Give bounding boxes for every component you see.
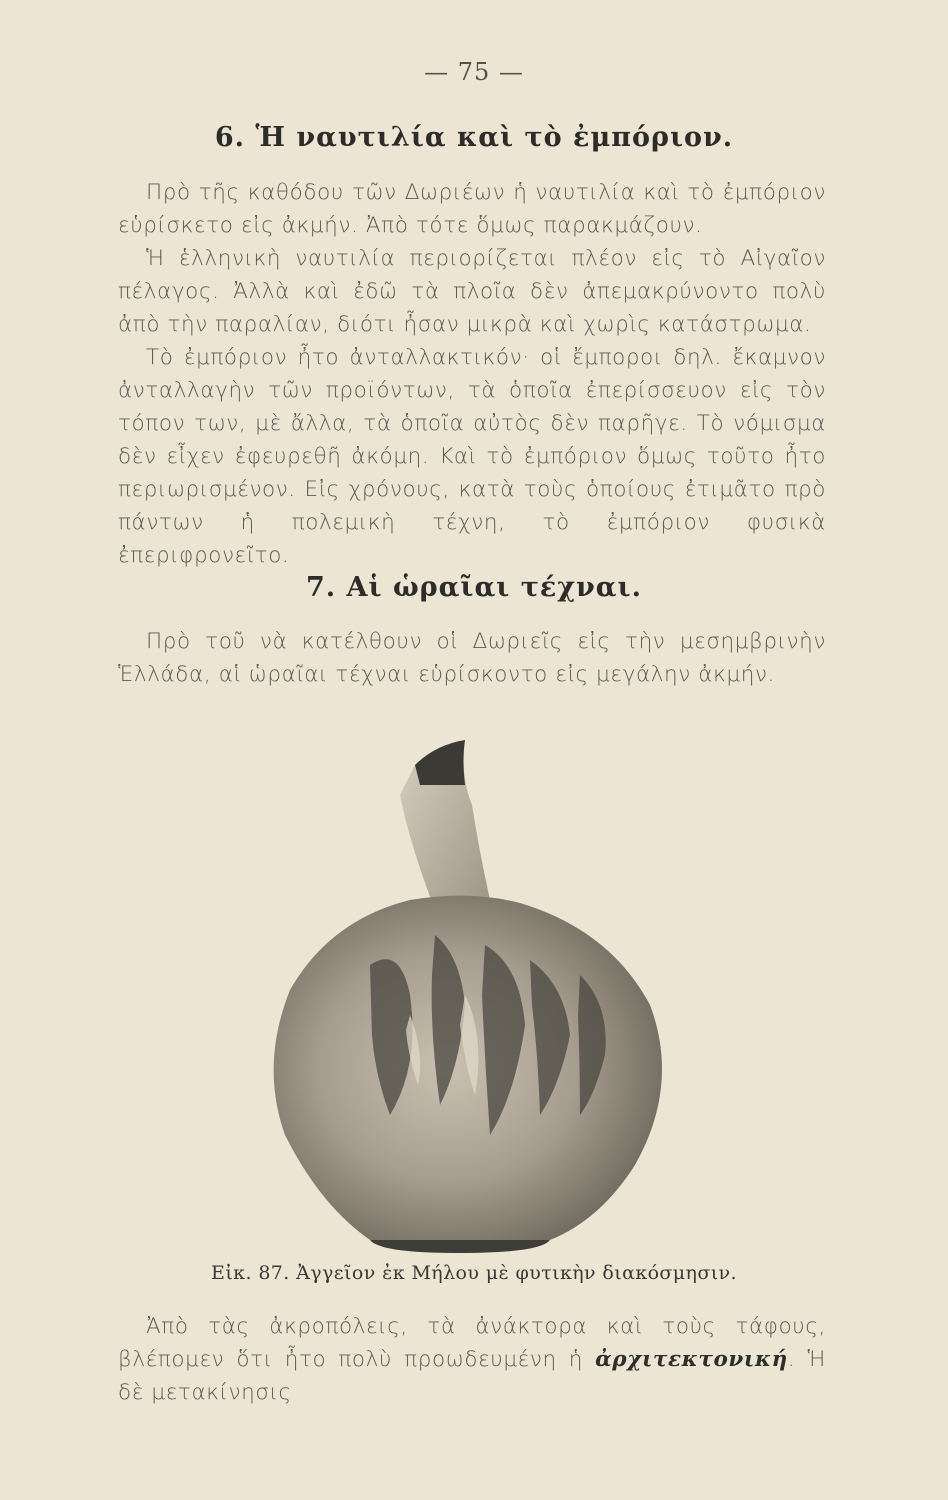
section-6-heading: 6. Ἡ ναυτιλία καὶ τὸ ἐμπόριον.	[214, 122, 734, 153]
closing-text-end: . Ἡ δὲ μετακίνησις	[118, 1347, 826, 1405]
section-6-paragraph-2	[118, 242, 826, 341]
closing-paragraph	[118, 1310, 826, 1409]
paragraph-text: Πρὸ τῆς καθόδου τῶν Δωριέων ἡ ναυτιλία καὶ τὸ ἐμπόριον εὑρίσκετο εἰς ἀκμήν. Ἀπὸ τότε ὅμως παρακμάζουν.	[118, 180, 826, 238]
section-7-heading: 7. Αἱ ὡραῖαι τέχναι.	[305, 572, 643, 603]
vase-illustration	[260, 735, 680, 1255]
closing-text-start: Ἀπὸ τὰς ἀκροπόλεις, τὰ ἀνάκτορα καὶ τοὺς τάφους, βλέπομεν ὅτι ἦτο πολὺ προωδευμένη ἡ	[118, 1314, 826, 1372]
section-6-paragraph-1	[118, 176, 826, 242]
vase-neck-dark-patch	[415, 740, 465, 785]
figure-caption: Εἰκ. 87. Ἀγγεῖον ἐκ Μήλου μὲ φυτικὴν διακόσμησιν.	[211, 1262, 737, 1284]
emphasized-term: ἀρχιτεκτονική	[595, 1347, 788, 1372]
section-7-paragraph	[118, 625, 826, 691]
paragraph-text: Ἡ ἑλληνικὴ ναυτιλία περιορίζεται πλέον εἰς τὸ Αἰγαῖον πέλαγος. Ἀλλὰ καὶ ἐδῶ τὰ πλοῖα δὲν ἀπεμακρύνοντο πολὺ ἀπὸ τὴν παραλίαν, διότι ἦσαν μικρὰ καὶ χωρὶς κατάστρωμα.	[118, 246, 826, 337]
vase-base	[370, 1240, 550, 1253]
paragraph-text: Πρὸ τοῦ νὰ κατέλθουν οἱ Δωριεῖς εἰς τὴν μεσημβρινὴν Ἑλλάδα, αἱ ὡραῖαι τέχναι εὑρίσκοντο εἰς μεγάλην ἀκμήν.	[118, 629, 826, 687]
page-number: — 75 —	[424, 58, 524, 86]
section-6-paragraph-3	[118, 341, 826, 572]
paragraph-text: Τὸ ἐμπόριον ἦτο ἀνταλλακτικόν· οἱ ἔμποροι δηλ. ἔκαμνον ἀνταλλαγὴν τῶν προϊόντων, τὰ ὁποῖα ἐπερίσσευον εἰς τὸν τόπον των, μὲ ἄλλα, τὰ ὁποῖα αὐτὸς δὲν παρῆγε. Τὸ νόμισμα δὲν εἶχεν ἐφευρεθῆ ἀκόμη. Καὶ τὸ ἐμπόριον ὅμως τοῦτο ἦτο περιωρισμένον. Εἰς χρόνους, κατὰ τοὺς ὁποίους ἐτιμᾶτο πρὸ πάντων ἡ πολεμικὴ τέχνη, τὸ ἐμπόριον φυσικὰ ἐπεριφρονεῖτο.	[118, 345, 826, 568]
